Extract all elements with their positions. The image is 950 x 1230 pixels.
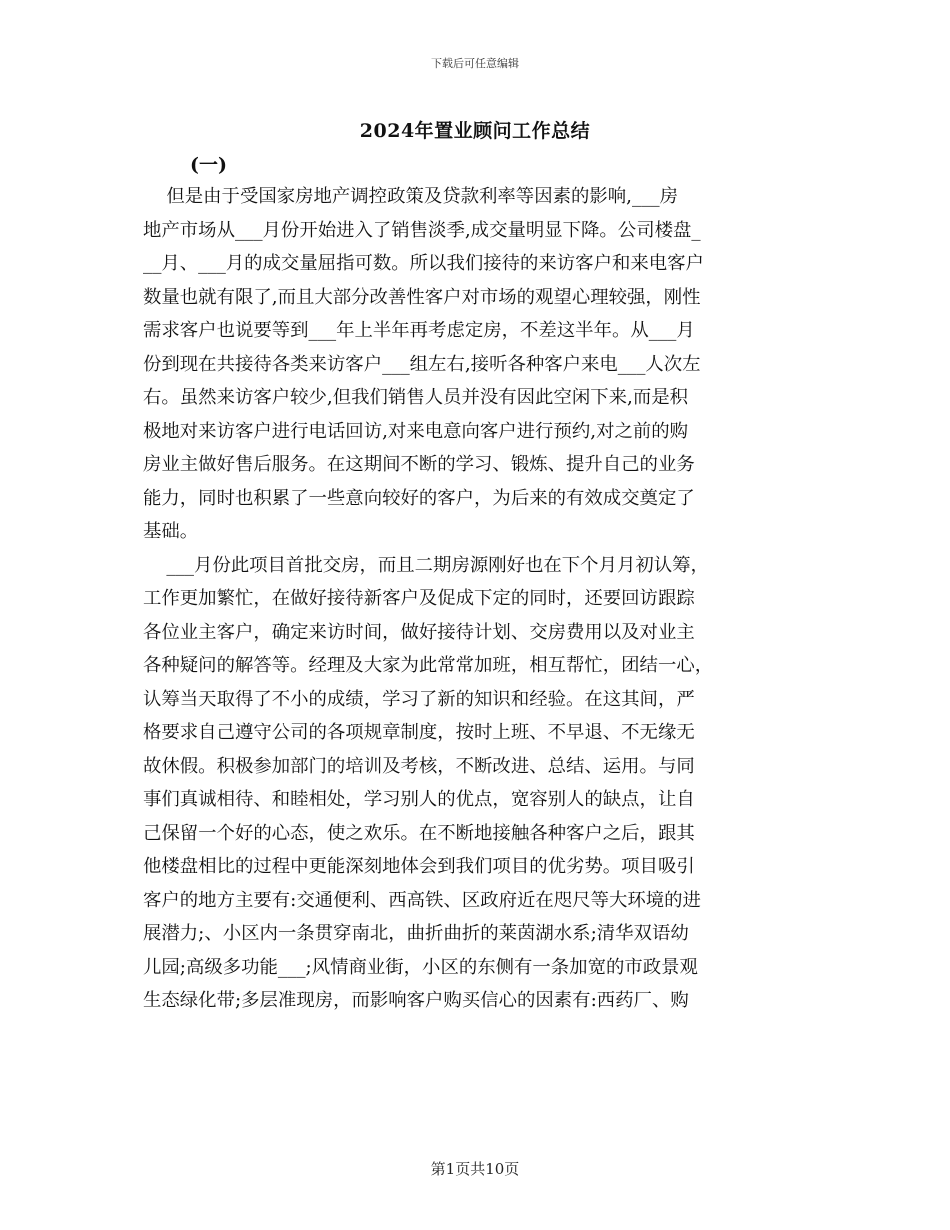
text-line: 故休假。积极参加部门的培训及考核，不断改进、总结、运用。与同 bbox=[143, 755, 695, 777]
text-line: 极地对来访客户进行电话回访,对来电意向客户进行预约,对之前的购 bbox=[143, 420, 689, 442]
text-line: 需求客户也说要等到___年上半年再考虑定房，不差这半年。从___月 bbox=[143, 320, 695, 341]
text-line: 数量也就有限了,而且大部分改善性客户对市场的观望心理较强，刚性 bbox=[143, 286, 701, 308]
text-line: ___月份此项目首批交房，而且二期房源刚好也在下个月月初认筹， bbox=[143, 554, 709, 576]
text-line: 己保留一个好的心态，使之欢乐。在不断地接触各种客户之后，跟其 bbox=[143, 822, 695, 844]
text-line: 房业主做好售后服务。在这期间不断的学习、锻炼、提升自己的业务 bbox=[143, 454, 695, 475]
header-note: 下载后可任意编辑 bbox=[431, 57, 519, 70]
text-line: 展潜力;、小区内一条贯穿南北，曲折曲折的莱茵湖水系;清华双语幼 bbox=[143, 923, 689, 944]
text-line: 各种疑问的解答等。经理及大家为此常常加班，相互帮忙，团结一心， bbox=[143, 655, 714, 676]
section-heading: (一) bbox=[190, 154, 227, 176]
text-line: 份到现在共接待各类来访客户___组左右,接听各种客户来电___人次左 bbox=[143, 353, 701, 375]
text-line: 右。虽然来访客户较少,但我们销售人员并没有因此空闲下来,而是积 bbox=[143, 387, 689, 408]
text-line: 各位业主客户，确定来访时间，做好接待计划、交房费用以及对业主 bbox=[143, 621, 695, 643]
text-line: __月、___月的成交量屈指可数。所以我们接待的来访客户和来电客户 bbox=[143, 253, 704, 274]
text-line: 但是由于受国家房地产调控政策及贷款利率等因素的影响,___房 bbox=[143, 186, 678, 207]
text-line: 生态绿化带;多层准现房，而影响客户购买信心的因素有:西药厂、购 bbox=[143, 990, 689, 1011]
text-line: 能力，同时也积累了一些意向较好的客户，为后来的有效成交奠定了 bbox=[143, 487, 695, 509]
text-line: 基础。 bbox=[143, 521, 199, 542]
body-text bbox=[143, 180, 803, 1018]
text-line: 他楼盘相比的过程中更能深刻地体会到我们项目的优劣势。项目吸引 bbox=[143, 856, 695, 877]
text-line: 儿园;高级多功能___;风情商业街，小区的东侧有一条加宽的市政景观 bbox=[143, 956, 698, 978]
text-line: 工作更加繁忙，在做好接待新客户及促成下定的同时，还要回访跟踪 bbox=[143, 588, 695, 609]
text-line: 地产市场从___月份开始进入了销售淡季,成交量明显下降。公司楼盘_ bbox=[143, 219, 701, 241]
text-line: 事们真诚相待、和睦相处，学习别人的优点，宽容别人的缺点，让自 bbox=[143, 789, 695, 810]
text-line: 格要求自己遵守公司的各项规章制度，按时上班、不早退、不无缘无 bbox=[143, 722, 695, 743]
document-title: 2024年置业顾问工作总结 bbox=[359, 120, 591, 142]
text-line: 认筹当天取得了不小的成绩，学习了新的知识和经验。在这其间，严 bbox=[143, 688, 695, 710]
page-footer: 第1页共10页 bbox=[430, 1160, 520, 1178]
text-line: 客户的地方主要有:交通便利、西高铁、区政府近在咫尺等大环境的进 bbox=[143, 889, 701, 911]
